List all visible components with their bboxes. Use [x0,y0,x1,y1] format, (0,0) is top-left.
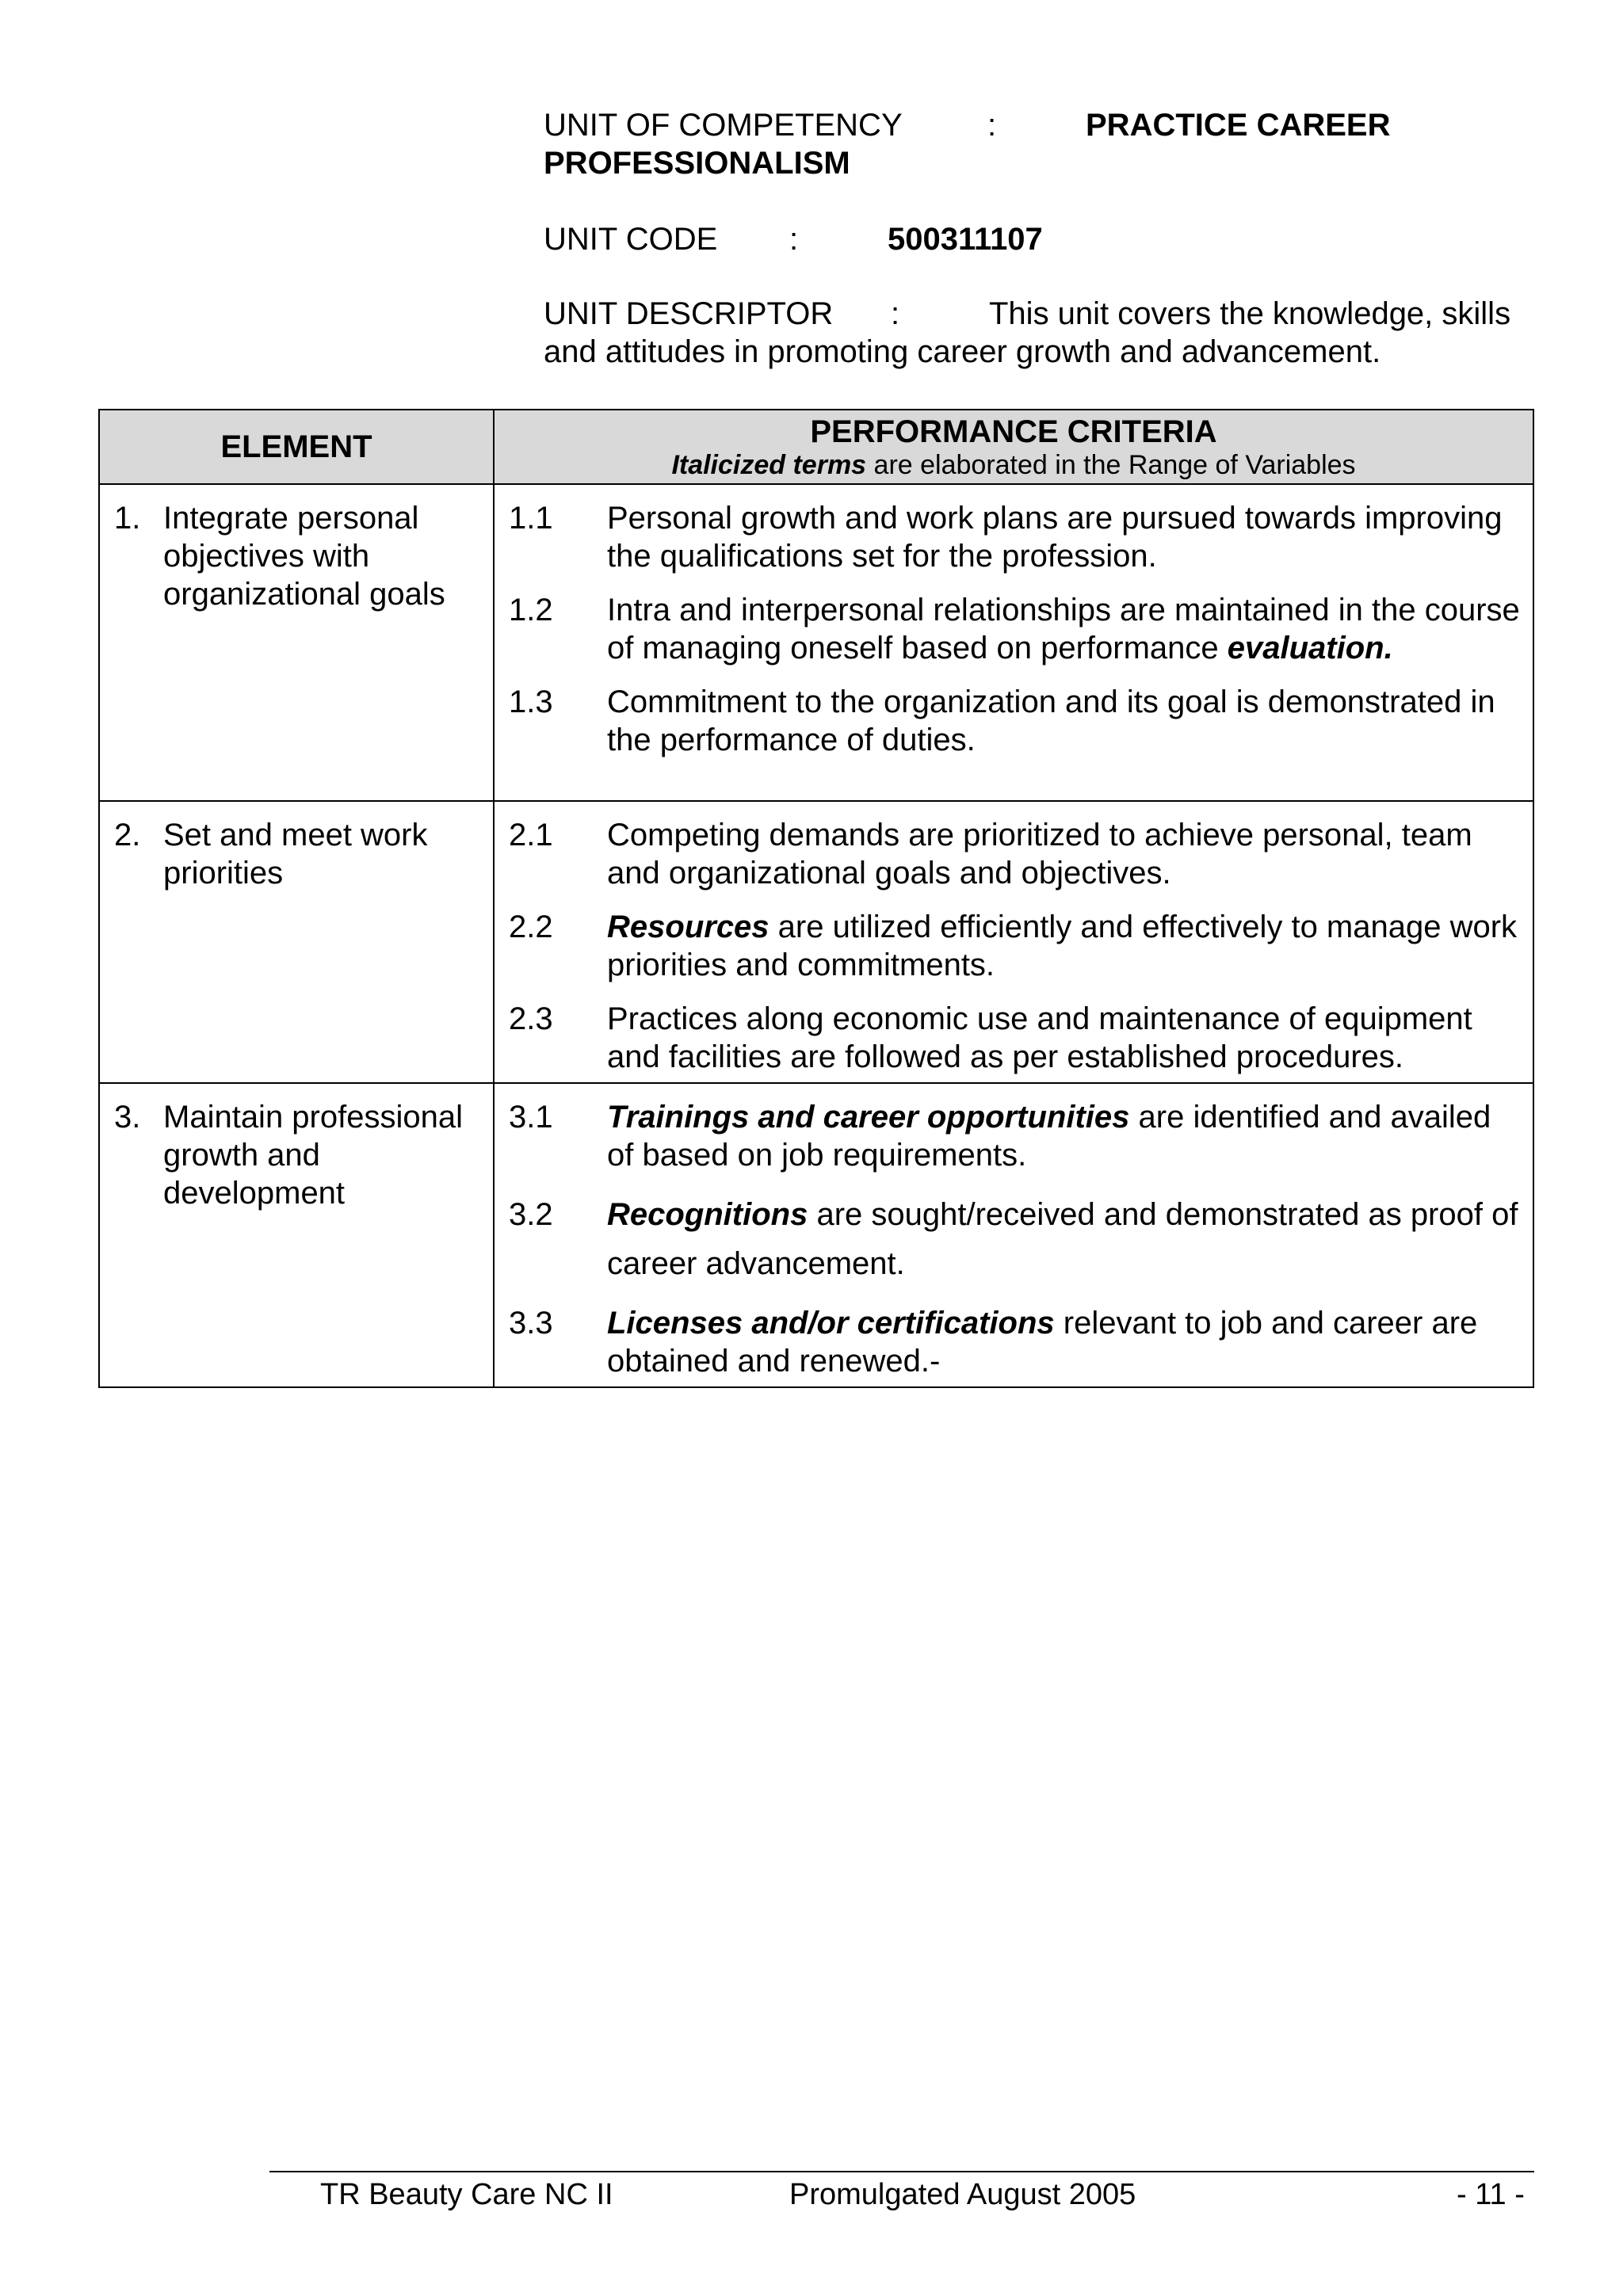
criteria-range-term: Recognitions [607,1197,808,1232]
criteria-subtitle [495,449,1533,481]
criteria-cell [494,1083,1533,1387]
criteria-item [509,908,1525,984]
criteria-title: PERFORMANCE CRITERIA [810,414,1217,449]
descriptor-sep: : [891,296,900,331]
criteria-number: 2.3 [509,1001,553,1036]
criteria-item [509,1000,1525,1076]
page-number: - 11 - [1457,2178,1525,2211]
criteria-cell [494,801,1533,1083]
unit-sep: : [987,108,997,143]
criteria-header [494,410,1533,484]
unit-title-line2: PROFESSIONALISM [544,146,850,181]
criteria-number: 3.1 [509,1100,553,1135]
unit-label: UNIT OF COMPETENCY [544,108,903,143]
criteria-item [509,591,1525,667]
element-number: 1. [114,501,141,536]
descriptor-line2: and attitudes in promoting career growth and advancement. [544,334,1381,369]
competency-table [98,409,1534,1388]
criteria-range-term: Licenses and/or certifications [607,1306,1055,1341]
footer-document-title: TR Beauty Care NC II [320,2178,613,2211]
criteria-item [509,1304,1525,1380]
table-row [99,1083,1533,1387]
criteria-number: 2.2 [509,910,553,944]
criteria-item [509,816,1525,892]
criteria-range-term: Trainings and career opportunities [607,1100,1130,1135]
criteria-number: 2.1 [509,818,553,852]
descriptor-line1: This unit covers the knowledge, skills [989,296,1511,331]
element-text: Maintain professional growth and development [163,1100,463,1211]
descriptor-label: UNIT DESCRIPTOR [544,296,834,331]
criteria-text: Competing demands are prioritized to achieve personal, team and organizational goals and objectives. [607,818,1472,891]
criteria-item [509,683,1525,759]
table-row [99,801,1533,1083]
table-header-row [99,410,1533,484]
criteria-number: 1.1 [509,501,553,536]
criteria-subtitle-rest: are elaborated in the Range of Variables [866,450,1356,480]
element-text: Integrate personal objectives with organizational goals [163,501,445,612]
criteria-text: are identified and availed of based on job requirements. [607,1100,1491,1173]
footer-rule [269,2171,1534,2172]
criteria-text: are sought/received and demonstrated as proof of career advancement. [607,1197,1518,1281]
criteria-number: 3.2 [509,1197,553,1232]
criteria-number: 1.3 [509,685,553,719]
criteria-text: Personal growth and work plans are pursued towards improving the qualifications set for the profession. [607,501,1503,574]
code-label: UNIT CODE [544,222,718,257]
element-cell [99,484,494,801]
criteria-item [509,499,1525,575]
code-sep: : [789,222,799,257]
unit-title-line1: PRACTICE CAREER [1086,108,1391,143]
criteria-text: relevant to job and career are obtained and renewed.- [607,1306,1478,1379]
italic-terms-label: Italicized terms [671,450,867,480]
criteria-text: Commitment to the organization and its goal is demonstrated in the performance of duties. [607,685,1495,757]
criteria-item [509,1098,1525,1174]
element-cell [99,1083,494,1387]
criteria-text: Intra and interpersonal relationships are maintained in the course of managing oneself based on performance [607,593,1520,666]
element-cell [99,801,494,1083]
criteria-range-term: evaluation. [1227,631,1393,666]
unit-code [544,220,1534,258]
criteria-number: 3.3 [509,1306,553,1341]
criteria-text: are utilized efficiently and effectively to manage work priorities and commitments. [607,910,1518,982]
element-text: Set and meet work priorities [163,818,428,891]
footer-promulgated: Promulgated August 2005 [789,2178,1136,2211]
criteria-text: Practices along economic use and maintenance of equipment and facilities are followed as per established procedures. [607,1001,1472,1074]
criteria-number: 1.2 [509,593,553,627]
table-row [99,484,1533,801]
element-number: 2. [114,818,141,852]
code-value: 500311107 [888,222,1043,257]
criteria-item [509,1190,1525,1288]
criteria-cell [494,484,1533,801]
criteria-range-term: Resources [607,910,769,944]
unit-of-competency [544,106,1534,182]
element-header: ELEMENT [99,410,494,484]
unit-descriptor [544,295,1534,371]
element-number: 3. [114,1100,141,1135]
